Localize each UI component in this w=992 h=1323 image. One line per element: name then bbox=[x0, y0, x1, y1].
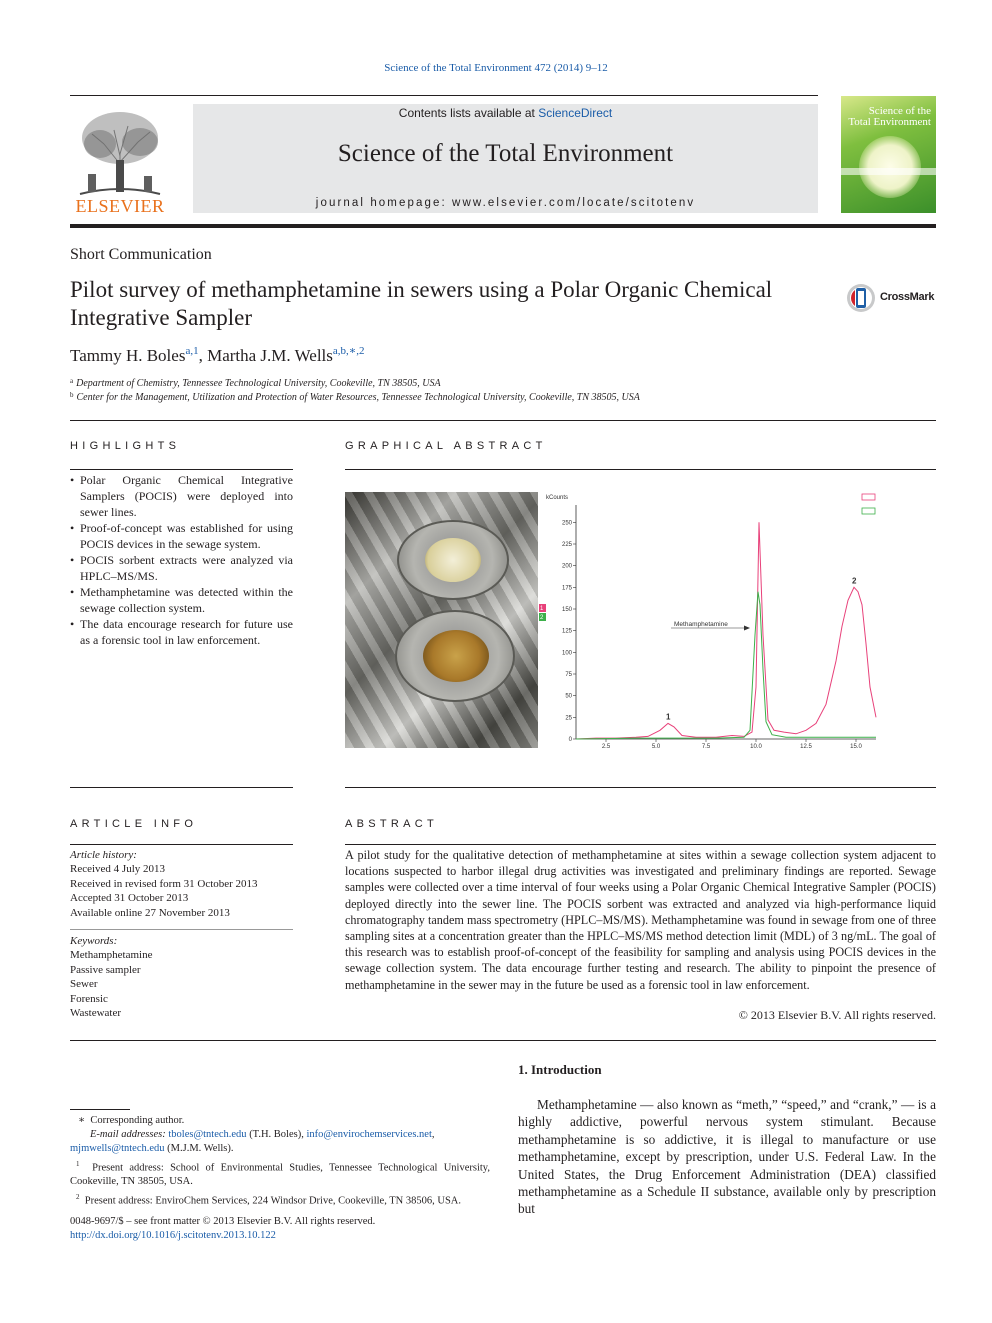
y-tick-label: 50 bbox=[565, 693, 572, 700]
highlight-item: • Polar Organic Chemical Integrative Samplers (POCIS) were deployed into sewer lines. bbox=[70, 472, 293, 520]
highlight-item: • The data encourage research for future use as a forensic tool in law enforcement. bbox=[70, 616, 293, 648]
y-tick-label: 200 bbox=[561, 563, 572, 570]
email-label: E-mail addresses: bbox=[90, 1129, 166, 1141]
footnote-1: $^1$ Present address: School of Environmental Studies, Tennessee Technological University, Cookeville, TN 38505, USA. bbox=[70, 1159, 490, 1188]
y-tick-label: 125 bbox=[561, 628, 572, 635]
peak-label-2: 2 bbox=[852, 576, 857, 586]
author-wells-affil[interactable]: a,b,∗,2 bbox=[332, 345, 365, 357]
contents-prefix: Contents lists available at bbox=[398, 106, 539, 120]
issn-line: 0048-9697/$ – see front matter © 2013 Elsevier B.V. All rights reserved. bbox=[70, 1216, 376, 1227]
footnote-2-text: Present address: EnviroChem Services, 224 Windsor Drive, Cookeville, TN 38506, USA. bbox=[84, 1195, 462, 1207]
sampler-membrane-clean bbox=[425, 538, 481, 582]
article-info-heading: ARTICLE INFO bbox=[70, 818, 198, 830]
journal-cover-image[interactable] bbox=[841, 96, 936, 213]
y-tick-label: 25 bbox=[565, 715, 572, 722]
y-tick-label: 0 bbox=[568, 737, 572, 743]
introduction-text: Methamphetamine — also known as “meth,” “speed,” and “crank,” — is a highly addictive, powerful nervous system stimulant. Because methamphetamine is so addictive, it is illegal to manufacture or use methamphetamine, except by prescription, under U.S. Federal Law. In the United States, the Drug Enforcement Administration (DEA) classified methamphetamine as a Schedule II substance, available only by prescription but bbox=[518, 1097, 936, 1217]
history-accepted: Accepted 31 October 2013 bbox=[70, 892, 189, 905]
series-tag-2 bbox=[862, 508, 875, 514]
highlights-rule bbox=[70, 469, 293, 470]
elsevier-wordmark: ELSEVIER bbox=[75, 196, 165, 216]
history-online: Available online 27 November 2013 bbox=[70, 906, 230, 919]
abstract-copyright: © 2013 Elsevier B.V. All rights reserved. bbox=[738, 1008, 936, 1022]
sampler-membrane-used bbox=[423, 630, 489, 682]
footnote-emails: E-mail addresses: tboles@tntech.edu (T.H. Boles), info@envirochemservices.net, bbox=[90, 1129, 435, 1141]
contents-line bbox=[193, 106, 818, 120]
history-label: Article history: bbox=[70, 849, 137, 861]
sampler-disk-top bbox=[397, 520, 509, 600]
footnote-1-text: Present address: School of Environmental Studies, Tennessee Technological University, Cookeville, TN 38505, USA. bbox=[70, 1162, 490, 1188]
introduction-heading: 1. Introduction bbox=[518, 1062, 602, 1077]
affiliation-b-label: b bbox=[70, 391, 74, 399]
keyword: Sewer bbox=[70, 978, 98, 991]
keyword: Methamphetamine bbox=[70, 949, 153, 962]
highlights-heading: HIGHLIGHTS bbox=[70, 440, 181, 452]
pocis-sampler-photo bbox=[345, 492, 538, 748]
y-tick-label: 150 bbox=[561, 607, 572, 613]
footnote-corresponding: ∗ Corresponding author. bbox=[78, 1115, 185, 1126]
article-title: Pilot survey of methamphetamine in sewers using a Polar Organic Chemical Integrative Sampler bbox=[70, 277, 773, 330]
history-received: Received 4 July 2013 bbox=[70, 863, 166, 876]
x-tick-label: 10.0 bbox=[750, 744, 762, 750]
author-wells: Martha J.M. Wells bbox=[207, 346, 333, 365]
abstract-text: A pilot study for the qualitative detection of methamphetamine at sites within a sewage collection system adjacent to locations suspected to harbor illegal drug activities was investigated and preliminary findings are reported. Sewage samples were collected over a time interval of four weeks using a Polar Organic Chemical Integrative Sampler (POCIS) deployed directly into the sewer line. The POCIS sorbent was extracted and analyzed via high-performance liquid chromatography tandem mass spectrometry (HPLC–MS/MS). Methamphetamine was found in sewage from one of three sampling sites at a concentration greater than the HPLC–MS/MS method detection limit (MDL) of 3 ng/mL. The goal of this research was to establish proof-of-concept of the feasibility for sampling and analysis using POCIS devices in the sewage collection system. The data encourage further testing and research. The ability to pinpoint the presence of methamphetamine in the sewer may in the future be used as a forensic tool in law enforcement. bbox=[345, 848, 936, 992]
issn-block bbox=[70, 1215, 375, 1243]
sciencedirect-link[interactable]: ScienceDirect bbox=[538, 106, 613, 120]
series-tag-1 bbox=[862, 494, 875, 500]
peak-label-1: 1 bbox=[666, 712, 671, 722]
chart-annotation-methamphetamine: Methamphetamine bbox=[674, 621, 728, 628]
author-boles: Tammy H. Boles bbox=[70, 346, 186, 365]
cover-title: Science of the Total Environment bbox=[848, 105, 931, 128]
affiliation-b-text: Center for the Management, Utilization and Protection of Water Resources, Tennessee Technological University, Cookeville, TN 38505, USA bbox=[76, 392, 640, 403]
y-tick-label: 225 bbox=[561, 542, 572, 548]
x-tick-label: 7.5 bbox=[701, 744, 711, 750]
cover-flower-graphic bbox=[859, 136, 921, 198]
doi-link[interactable]: http://dx.doi.org/10.1016/j.scitotenv.2013.10.122 bbox=[70, 1230, 276, 1242]
email-wells-name: (M.J.M. Wells). bbox=[164, 1143, 234, 1155]
graphical-abstract-rule bbox=[345, 469, 936, 470]
journal-title: Science of the Total Environment bbox=[337, 140, 674, 167]
footnote-corresponding-text: Corresponding author. bbox=[90, 1115, 185, 1126]
keyword: Wastewater bbox=[70, 1007, 122, 1020]
article-info-rule bbox=[70, 844, 293, 845]
history-revised: Received in revised form 31 October 2013 bbox=[70, 877, 258, 890]
author-list: Tammy H. Boles$^{a,1}$, Martha J.M. Wells$^{a,b,∗,2}$ bbox=[70, 345, 365, 365]
x-tick-label: 2.5 bbox=[601, 744, 611, 750]
header-top-rule bbox=[70, 95, 818, 96]
keywords-rule bbox=[70, 929, 293, 930]
footnote-2: $^2$ Present address: EnviroChem Services, 224 Windsor Drive, Cookeville, TN 38506, USA. bbox=[76, 1192, 462, 1207]
highlights-bottom-rule bbox=[70, 787, 293, 788]
y-tick-label: 175 bbox=[561, 585, 572, 592]
sampler-disk-bottom bbox=[395, 610, 515, 702]
y-tick-label: 100 bbox=[561, 650, 572, 657]
journal-homepage[interactable]: journal homepage: www.elsevier.com/locate/scitotenv bbox=[315, 197, 696, 209]
series-line-2 bbox=[576, 592, 876, 739]
chromatogram-chart bbox=[538, 490, 882, 752]
email-boles-link[interactable]: tboles@tntech.edu bbox=[168, 1129, 247, 1141]
legend-marker-2-label: 2 bbox=[540, 615, 544, 621]
keywords-block bbox=[70, 934, 293, 1020]
article-type: Short Communication bbox=[70, 246, 212, 263]
annotation-arrow-head bbox=[744, 626, 750, 631]
x-tick-label: 15.0 bbox=[850, 744, 862, 750]
abstract-heading: ABSTRACT bbox=[345, 818, 439, 830]
series-line-1 bbox=[576, 522, 876, 739]
footnote-rule bbox=[70, 1109, 130, 1110]
chart-ylabel: kCounts bbox=[546, 495, 569, 501]
legend-marker-1-label: 1 bbox=[540, 606, 544, 612]
cover-band bbox=[841, 168, 936, 175]
email-boles-name: (T.H. Boles), bbox=[246, 1129, 307, 1141]
highlight-item: • POCIS sorbent extracts were analyzed via HPLC–MS/MS. bbox=[70, 552, 293, 584]
email-wells-link[interactable]: mjmwells@tntech.edu bbox=[70, 1143, 165, 1155]
affiliation-a bbox=[70, 377, 441, 389]
abstract-rule bbox=[345, 844, 936, 845]
rule-after-affiliations bbox=[70, 420, 936, 421]
x-tick-label: 12.5 bbox=[800, 744, 812, 750]
author-boles-affil[interactable]: a,1 bbox=[185, 345, 199, 357]
affiliation-a-text: Department of Chemistry, Tennessee Technological University, Cookeville, TN 38505, USA bbox=[76, 378, 441, 389]
journal-reference[interactable]: Science of the Total Environment 472 (2014) 9–12 bbox=[384, 62, 608, 74]
keywords-label: Keywords: bbox=[70, 935, 118, 947]
keyword: Passive sampler bbox=[70, 963, 141, 976]
y-tick-label: 75 bbox=[565, 672, 572, 678]
affiliation-a-label: a bbox=[70, 377, 74, 385]
footnote-emails-cont bbox=[70, 1142, 490, 1156]
crossmark-label[interactable]: CrossMark bbox=[880, 291, 935, 303]
y-tick-label: 250 bbox=[561, 520, 572, 527]
footnotes bbox=[70, 1114, 490, 1208]
rule-after-abstract bbox=[70, 1040, 936, 1041]
crossmark-icon[interactable] bbox=[846, 282, 876, 314]
affiliation-b bbox=[70, 391, 640, 403]
header-thick-rule bbox=[70, 224, 936, 228]
article-history bbox=[70, 848, 293, 920]
graphical-abstract-bottom-rule bbox=[345, 787, 936, 788]
highlights-list bbox=[70, 472, 293, 648]
x-tick-label: 5.0 bbox=[651, 744, 661, 750]
graphical-abstract-heading: GRAPHICAL ABSTRACT bbox=[345, 440, 547, 452]
highlight-item: • Methamphetamine was detected within the sewage collection system. bbox=[70, 584, 293, 616]
highlight-item: • Proof-of-concept was established for using POCIS devices in the sewage system. bbox=[70, 520, 293, 552]
keyword: Forensic bbox=[70, 992, 108, 1005]
email-envirochem-link[interactable]: info@envirochemservices.net bbox=[306, 1129, 432, 1141]
